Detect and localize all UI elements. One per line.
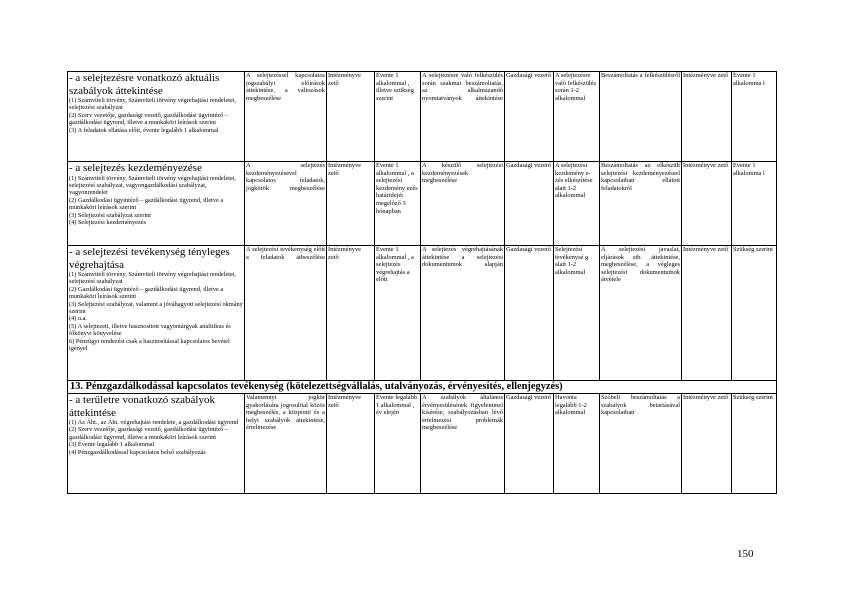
cell-method-2: A szabályok általános érvényesülésének figyelemmel kísérése, szabályozásban lévő értelmezési problémák megbeszélése — [421, 394, 505, 494]
cell-responsible-2: Gazdasági vezető — [505, 394, 554, 494]
cell-method-2: A készülő selejtezési kezdeményezések megbeszélése — [421, 162, 505, 246]
cell-method-3: Szóbeli beszámoltatás a szabályok betartásával kapcsolatban — [600, 394, 682, 494]
cell-responsible: Intézményve zető — [327, 246, 375, 381]
cell-frequency-2: Selejtezési tevékenysé g alatt 1-2 alkalommal — [554, 246, 600, 381]
cell-frequency-3: Évente 1 alkalomma l — [732, 162, 777, 246]
cell-frequency: Évente 1 alkalommal , a selejtezés végrehajtás a előtt — [375, 246, 421, 381]
cell-responsible-2: Gazdasági vezető — [505, 246, 554, 381]
cell-frequency: Évente 1 alkalommal , illetve szükség szerint — [375, 72, 421, 162]
cell-frequency-3: Évente 1 alkalomma l — [732, 72, 777, 162]
cell-method: Valamennyi jogkör gyakorlására jogosulttal közös megbeszélés, a központi és a helyi szabályok áttekintése, értelmezése — [245, 394, 327, 494]
table-row — [68, 246, 777, 381]
cell-method-3: Beszámoltatás a felkészülésről — [600, 72, 682, 162]
cell-method-3: A selejtezési javaslat, eljárások stb. áttekintése, megbeszélése, a végleges selejtezési dokumentumok átvétele — [600, 246, 682, 381]
table-row — [68, 394, 777, 494]
cell-method: A selejtezési tevékenység előtt a feladatok átbeszélése — [245, 246, 327, 381]
cell-frequency-3: Szükség szerint — [732, 394, 777, 494]
activity-cell — [68, 246, 245, 381]
cell-frequency: Évente 1 alkalommal , a selejtezési kezdemény ezés határidejét megelőző 3 hónapban — [375, 162, 421, 246]
cell-responsible: Intézményve zető — [327, 394, 375, 494]
table-row — [68, 72, 777, 162]
cell-frequency-2: A selejtezésre való felkészülés során 1-2 alkalommal — [554, 72, 600, 162]
activity-title: - a selejtezés kezdeményezése — [69, 162, 202, 174]
section-row — [68, 381, 777, 394]
activity-title: - a területre vonatkozó szabályok áttekintése — [69, 394, 215, 419]
cell-method: A selejtezéssel kapcsolatos jogszabályi előírások áttekintése, a változások megbeszélése — [245, 72, 327, 162]
cell-frequency-3: Szükség szerint — [732, 246, 777, 381]
activity-notes: (1) Az Áht., az Áht. végrehajtási rendelete, a gazdálkodási ügyrend (2) Szerv vezetője, gazdasági vezető, gazdálkodási ügyintéző – gazdálkodási ügyrend, illetve a munkaköri leírások szerint (3) Évente legalább 1 alkalommal (4) Pénzgazdálkodással kapcsolatos belső szabályozás — [69, 419, 239, 456]
cell-responsible-3: Intézményve zető — [682, 72, 732, 162]
cell-responsible: Intézményve zető — [327, 162, 375, 246]
cell-method-2: A selejtezésre való felkészülés során szakmai beszámoltatás, az alkalmazandó nyomtatványok áttekintése — [421, 72, 505, 162]
cell-responsible: Intézményve zető — [327, 72, 375, 162]
cell-method-3: Beszámoltatás az elkészült selejtezési kezdeményezéssel kapcsolatban ellátott feladatokról — [600, 162, 682, 246]
activity-notes: (1) Számviteli törvény, Számviteli törvény végrehajtási rendeletei, selejtezési szabályzat (2) Szerv vezetője, gazdasági vezető, gazdálkodási ügyintéző – gazdálkodási ügyrend, illetve a munkaköri leírások szerint (3) A feladatok ellátása előtt, évente legalább 1 alkalommal — [69, 97, 237, 134]
cell-frequency-2: A selejtezési kezdemény e-zés elkészítése alatt 1-2 alkalommal — [554, 162, 600, 246]
cell-responsible-3: Intézményve zető — [682, 162, 732, 246]
cell-responsible-2: Gazdasági vezető — [505, 162, 554, 246]
cell-responsible-3: Intézményve zető — [682, 394, 732, 494]
activity-cell — [68, 162, 245, 246]
activity-notes: (1) Számviteli törvény, Számviteli törvény végrehajtási rendeletei, selejtezési szabályzat (2) Gazdálkodási ügyintéző – gazdálkodási ügyrend, illetve a munkaköri leírások szerint (3) Selejtezési szabályzat, valamint a jóváhagyott selejtezési okmány szerint (4) u.a. (5) A selejtezett, illetve hasznosított vagyontárgyak analitikus és főkönyvi könyvelése 6) Pénzügyi rendezést csak a hasznosítással kapcsolatos bevétel igényel — [69, 271, 243, 353]
activity-title: - a selejtezési tevékenység tényleges végrehajtása — [69, 246, 230, 271]
page-number: 150 — [737, 548, 754, 560]
table-row — [68, 162, 777, 246]
activity-title: - a selejtezésre vonatkozó aktuális szabályok áttekintése — [69, 72, 220, 97]
cell-frequency-2: Havonta legalább 1-2 alkalommal — [554, 394, 600, 494]
cell-responsible-2: Gazdasági vezető — [505, 72, 554, 162]
section-heading: 13. Pénzgazdálkodással kapcsolatos tevékenység (kötelezettségvállalás, utalványozás, érvényesítés, ellenjegyzés) — [68, 381, 777, 394]
cell-method-2: A selejtezés végrehajtásának áttekintése a selejtezési dokumentumok alapján — [421, 246, 505, 381]
activity-cell — [68, 72, 245, 162]
cell-frequency: Évente legalább 1 alkalommal , év elején — [375, 394, 421, 494]
control-table — [67, 71, 777, 494]
cell-responsible-3: Intézményve zető — [682, 246, 732, 381]
activity-notes: (1) Számviteli törvény, Számviteli törvény végrehajtási rendeletei, selejtezési szabályzat, vagyongazdálkodási szabályzat, vagyonrendelet (2) Gazdálkodási ügyintéző – gazdálkodási ügyrend, illetve a munkaköri leírások szerint (3) Selejtezési szabályzat szerint (4) Selejtezési kezdeményezés — [69, 174, 237, 226]
activity-cell — [68, 394, 245, 494]
cell-method: A selejtezés kezdeményezésével kapcsolatos feladatok, jogkörök megbeszélése — [245, 162, 327, 246]
